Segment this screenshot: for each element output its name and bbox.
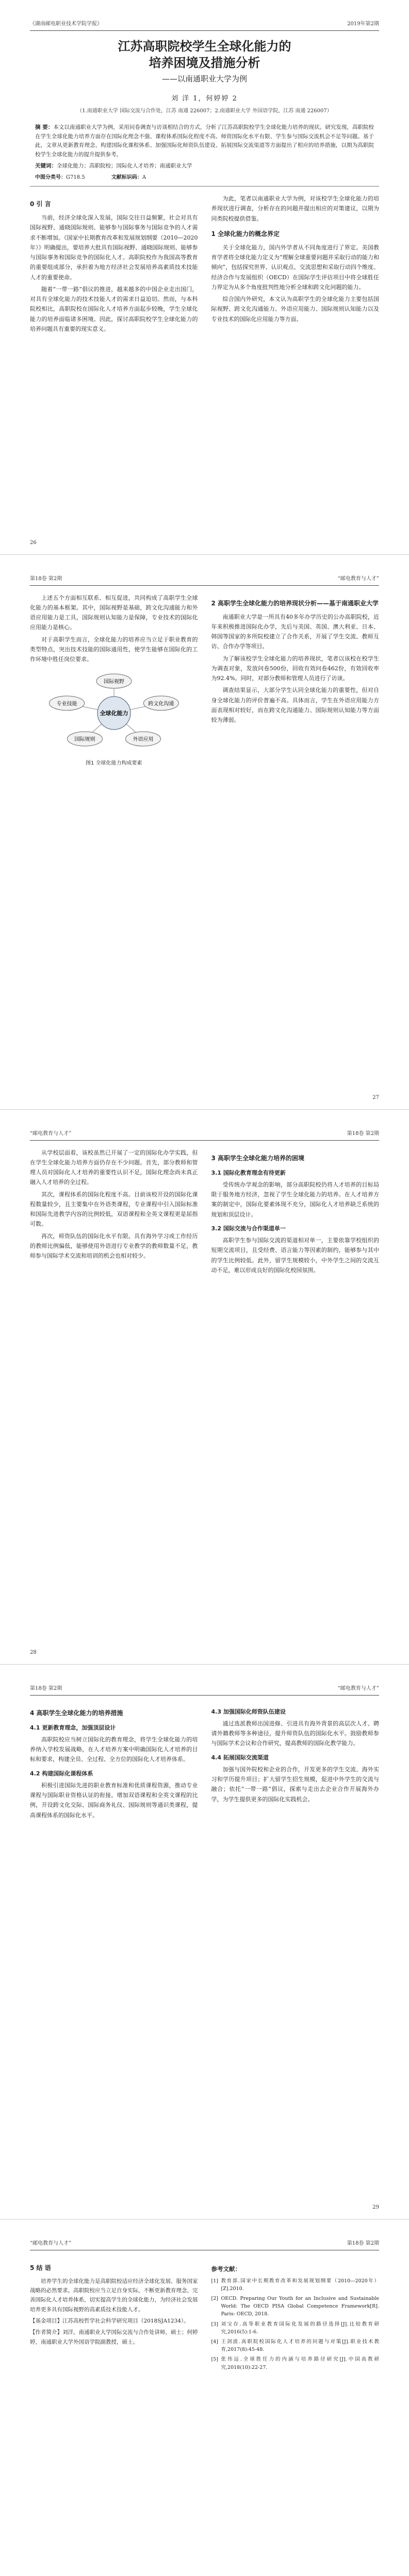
figure-1 [30, 669, 198, 768]
running-head-issue: 第18卷 第2期 [347, 2241, 379, 2246]
clc-label: 中图分类号： [35, 175, 66, 180]
classification-line [35, 173, 374, 182]
paragraph: 再次，师资队伍的国际化水平有限。具有海外学习或工作经历的教师比例偏低，能够使用外语进行专业教学的教师数量不足，教师参与国际学术交流和培训的机会也相对较少。 [30, 1232, 198, 1259]
title-block [30, 38, 379, 86]
paragraph: 调查结果显示，大部分学生认同全球化能力的重要性，但对自身全球化能力的评价普遍不高。具体而言，学生在外语应用能力方面表现相对较好，而在跨文化沟通能力、国际规则认知能力等方面较为薄弱。 [211, 687, 379, 723]
funding-note: 【基金项目】江苏高校哲学社会科学研究项目（2018SJA1234）。 [30, 2318, 189, 2324]
keywords-label: 关键词： [35, 163, 57, 170]
reference-item [211, 2277, 380, 2293]
subsection-heading: 4.4 拓展国际交流渠道 [211, 1754, 269, 1761]
subsection-heading: 4.2 构建国际化课程体系 [30, 1770, 93, 1777]
keywords-text: 全球化能力；高职院校；国际化人才培养；南通职业大学 [57, 163, 192, 170]
reference-item [211, 2355, 380, 2371]
reference-text: 刘宝存.高等职业教育国际化发展的路径选择[J].比较教育研究,2016(5):1-6. [221, 2321, 379, 2335]
figure-node-label: 国际视野 [103, 679, 124, 685]
abstract-block [35, 123, 374, 182]
body-columns [30, 1703, 379, 1822]
divider [30, 186, 379, 187]
clc-value: G718.5 [66, 175, 85, 180]
reference-number: [3] [211, 2321, 218, 2327]
affiliation: （1.南通职业大学 国际交流与合作处，江苏 南通 226007；2.南通职业大学 外国语学院，江苏 南通 226007） [77, 108, 332, 114]
abstract [35, 123, 374, 160]
paragraph: 高职院校应当树立国际化的教育理念，将学生全球化能力的培养纳入学校发展战略，在人才培养方案中明确国际化人才培养的目标和要求，构建全员、全过程、全方位的国际化人才培养体系。 [30, 1736, 198, 1763]
paragraph: 为此，笔者以南通职业大学为例，对该校学生全球化能力的培养现状进行调查，分析存在的问题并提出相应的对策建议，以期为同类院校提供借鉴。 [211, 195, 379, 222]
column-left [30, 194, 198, 336]
paragraph: 对于高职学生而言，全球化能力的培养应当立足于职业教育的类型特点，突出技术技能的国际通用性，使学生能够在国际化的工作环境中胜任岗位要求。 [30, 636, 198, 663]
running-head [30, 2239, 379, 2250]
reference-text: 张伟远.全球胜任力的内涵与培养路径研究[J].中国高教研究,2018(10):22-27. [221, 2357, 379, 2370]
paragraph: 通过选派教师出国进修、引进具有海外背景的高层次人才、聘请外籍教师等多种途径，提升师资队伍的国际化水平。鼓励教师参与国际学术会议和合作研究，提高教师的国际化教学能力。 [211, 1720, 379, 1747]
page-5 [0, 2219, 409, 2576]
reference-text: OECD. Preparing Our Youth for an Inclusive and Sustainable World: The OECD PISA Global Competence Framework[R]. Paris: OECD, 2018. [221, 2296, 379, 2317]
running-head [30, 1684, 379, 1696]
references-title: 参考文献： [211, 2265, 241, 2273]
page-number: 27 [372, 1094, 379, 1100]
reference-text: 教育部.国家中长期教育改革和发展规划纲要（2010—2020年）[Z].2010. [221, 2278, 379, 2292]
paragraph: 随着“一带一路”倡议的推进，越来越多的中国企业走出国门，对具有全球化能力的技术技能人才的需求日益迫切。然而，与本科院校相比，高职院校在国际化人才培养方面起步较晚，学生全球化能力的培养面临诸多困境。因此，探讨高职院校学生全球化能力的培养问题具有重要的现实意义。 [30, 285, 198, 332]
section-heading: 2 高职学生全球化能力的培养现状分析——基于南通职业大学 [211, 599, 379, 607]
page-2 [0, 555, 409, 1110]
article-title-line-2: 培养困境及措施分析 [149, 55, 260, 70]
section-heading: 1 全球化能力的概念界定 [211, 230, 280, 238]
running-head [30, 574, 379, 586]
references-list [211, 2277, 380, 2371]
paragraph: 当前，经济全球化深入发展，国际交往日益频繁，社会对具有国际视野、通晓国际规则、能够参与国际事务与国际竞争的人才需求不断增加。《国家中长期教育改革和发展规划纲要（2010—2020年）》明确提出，要培养大批具有国际视野、通晓国际规则、能够参与国际事务和国际竞争的国际化人才。高职院校作为我国高等教育的重要组成部分，承担着为地方经济社会发展培养高素质技术技能人才的重要使命。 [30, 214, 198, 281]
reference-number: [5] [211, 2357, 218, 2363]
reference-number: [4] [211, 2338, 218, 2345]
paragraph: 高职学生参与国际交流的渠道相对单一，主要依靠学校组织的短期交流项目，且受经费、语言能力等因素的制约，能够参与其中的学生比例较低。此外，留学生规模较小，中外学生之间的交流互动不足，难以形成良好的国际化校园氛围。 [211, 1237, 379, 1274]
reference-number: [1] [211, 2278, 218, 2284]
paragraph: 关于全球化能力，国内外学者从不同角度进行了界定。美国教育学者将全球化能力定义为“理解全球重要问题并采取行动的能力和倾向”，包括探究世界、认识观点、交流思想和采取行动四个维度。经济合作与发展组织（OECD）在国际学生评估项目中将全球胜任力界定为从多个角度批判性地分析全球和跨文化问题的能力。 [211, 244, 379, 291]
running-head-journal: 《湖南邮电职业技术学院学报》 [30, 21, 102, 27]
page-3 [0, 1110, 409, 1665]
figure-node-label: 国际规则 [74, 737, 95, 743]
paragraph: 上述五个方面相互联系、相互促进，共同构成了高职学生全球化能力的基本框架。其中，国际视野是基础，跨文化沟通能力和外语应用能力是工具，国际规则认知能力是保障，专业技术的国际化应用能力是核心。 [30, 594, 198, 631]
subsection-heading: 4.3 加强国际化师资队伍建设 [211, 1708, 286, 1715]
subsection-heading: 3.2 国际交流与合作渠道单一 [211, 1225, 286, 1232]
section-heading: 0 引 言 [30, 200, 51, 208]
running-head-issue: 第18卷 第2期 [30, 576, 62, 582]
page-1 [0, 0, 409, 555]
column-right [211, 1148, 380, 1278]
running-head-issue: 第18卷 第2期 [347, 1131, 379, 1137]
doc-code-value: A [142, 175, 146, 180]
abstract-text: 本文以南通职业大学为例，采用问卷调查与访谈相结合的方式，分析了江苏高职院校学生全球化能力培养的现状。研究发现，高职院校在学生全球化能力培养方面存在国际化理念不强、课程体系国际化程度不高、师资国际化水平有限、学生参与国际交流机会不足等问题。基于此，文章从更新教育理念、构建国际化课程体系、加强国际化师资队伍建设、拓展国际交流渠道等方面提出了相应的培养措施，以期为高职院校学生全球化能力的提升提供参考。 [35, 124, 374, 158]
paragraph: 培养学生的全球化能力是高职院校适应经济全球化发展、服务国家战略的必然要求。高职院校应当立足自身实际，不断更新教育理念，完善国际化人才培养体系，切实提高学生的全球化能力，为经济社会发展培养更多具有国际视野的高素质技术技能人才。 [30, 2278, 198, 2313]
subsection-heading: 3.1 国际化教育理念有待更新 [211, 1169, 286, 1176]
section-heading: 5 结 语 [30, 2264, 51, 2272]
paragraph: 加强与国外院校和企业的合作，开发更多的学生交流、海外实习和学历提升项目；扩大留学生招生规模，促进中外学生的交流与融合；依托“一带一路”倡议，探索与走出去企业合作开展海外办学，为学生提供更多的国际化实践机会。 [211, 1766, 379, 1803]
reference-item [211, 2320, 380, 2336]
running-head-journal: “邮电教育与人才” [30, 2241, 72, 2246]
column-right [211, 1703, 380, 1822]
reference-number: [2] [211, 2296, 218, 2301]
paragraph: 其次，课程体系的国际化程度不高。目前该校开设的国际化课程数量较少，且主要集中在外语类课程，专业课程中引入国际标准和国际先进教学内容的比例较低，双语课程和全英文课程更是屈指可数。 [30, 1191, 198, 1228]
page-number: 29 [372, 2204, 379, 2210]
page-number: 26 [30, 539, 37, 546]
figure-center-label: 全球化能力 [100, 710, 128, 717]
abstract-label: 摘 要： [35, 124, 54, 130]
figure-diagram [37, 669, 191, 757]
paragraph: 积极引进国际先进的职业教育标准和优质课程资源，推动专业课程与国际职业资格认证的衔接。增加双语课程和全英文课程的比例，开设跨文化交际、国际商务礼仪、国际规则等通识类课程，提高课程体系的国际化水平。 [30, 1782, 198, 1819]
body-columns [30, 593, 379, 771]
running-head [30, 20, 379, 31]
paragraph: 从学校层面看，该校虽然已开展了一定的国际化办学实践，但在学生全球化能力培养方面仍存在不少问题。首先，部分教师和管理人员对国际化人才培养的重要性认识不足，国际化理念尚未真正融入人才培养的全过程。 [30, 1149, 198, 1186]
figure-node-label: 专业技能 [56, 701, 77, 707]
running-head-issue: 第18卷 第2期 [30, 1686, 62, 1691]
reference-text: 王剑波.高职院校国际化人才培养的问题与对策[J].职业技术教育,2017(8):45-48. [221, 2338, 379, 2353]
page-number: 28 [30, 1649, 37, 1655]
column-left [30, 1703, 198, 1822]
figure-node-label: 跨文化沟通 [148, 701, 174, 707]
column-right [211, 194, 380, 336]
reference-item [211, 2338, 380, 2353]
running-head-journal: “邮电教育与人才” [30, 1131, 72, 1137]
paragraph: 为了解该校学生全球化能力的培养现状，笔者以该校在校学生为调查对象，发放问卷500份，回收有效问卷462份，有效回收率为92.4%。同时，对部分教师和管理人员进行了访谈。 [211, 655, 379, 682]
running-head-journal: “邮电教育与人才” [337, 1686, 379, 1691]
section-heading: 4 高职学生全球化能力的培养措施 [30, 1709, 123, 1717]
column-left [30, 2258, 198, 2374]
keywords [35, 162, 374, 171]
authors: 刘 洋 1，何婷婷 2 [171, 94, 238, 103]
running-head-issue: 2019年第2期 [347, 21, 379, 27]
paragraph: 受传统办学观念的影响，部分高职院校仍将人才培养的目标局限于服务地方经济，忽视了学生全球化能力的培养。在人才培养方案的制定中，国际化要素体现不充分，国际化人才培养缺乏系统的规划和顶层设计。 [211, 1181, 379, 1218]
paragraph: 综合国内外研究，本文认为高职学生的全球化能力主要包括国际视野、跨文化沟通能力、外语应用能力、国际规则认知能力以及专业技术的国际化应用能力等方面。 [211, 296, 379, 323]
figure-caption: 图1 全球化能力构成要素 [85, 760, 142, 767]
article-title-line-1: 江苏高职院校学生全球化能力的 [118, 39, 291, 54]
body-columns [30, 2258, 379, 2374]
body-columns [30, 194, 379, 336]
column-right [211, 2258, 380, 2374]
column-left [30, 593, 198, 771]
reference-item [211, 2295, 380, 2318]
column-left [30, 1148, 198, 1278]
column-right [211, 593, 380, 771]
running-head-journal: “邮电教育与人才” [337, 576, 379, 582]
figure-node-label: 外语应用 [133, 737, 154, 743]
body-columns [30, 1148, 379, 1278]
page-4 [0, 1665, 409, 2219]
section-heading: 3 高职学生全球化能力培养的困境 [211, 1154, 305, 1162]
paragraph: 南通职业大学是一所具有40多年办学历史的公办高职院校，近年来积极推进国际化办学，先后与美国、英国、澳大利亚、日本、韩国等国家的多所院校建立了合作关系，开展了学生交流、教师互访、合作办学等项目。 [211, 613, 379, 650]
doc-code-label: 文献标识码： [111, 175, 142, 180]
author-note: 【作者简介】刘洋，南通职业大学国际交流与合作处讲师，硕士；何婷婷，南通职业大学外国语学院副教授，硕士。 [30, 2329, 198, 2345]
subsection-heading: 4.1 更新教育理念，加强顶层设计 [30, 1724, 116, 1731]
running-head [30, 1129, 379, 1141]
article-subtitle: ——以南通职业大学为例 [161, 74, 247, 84]
